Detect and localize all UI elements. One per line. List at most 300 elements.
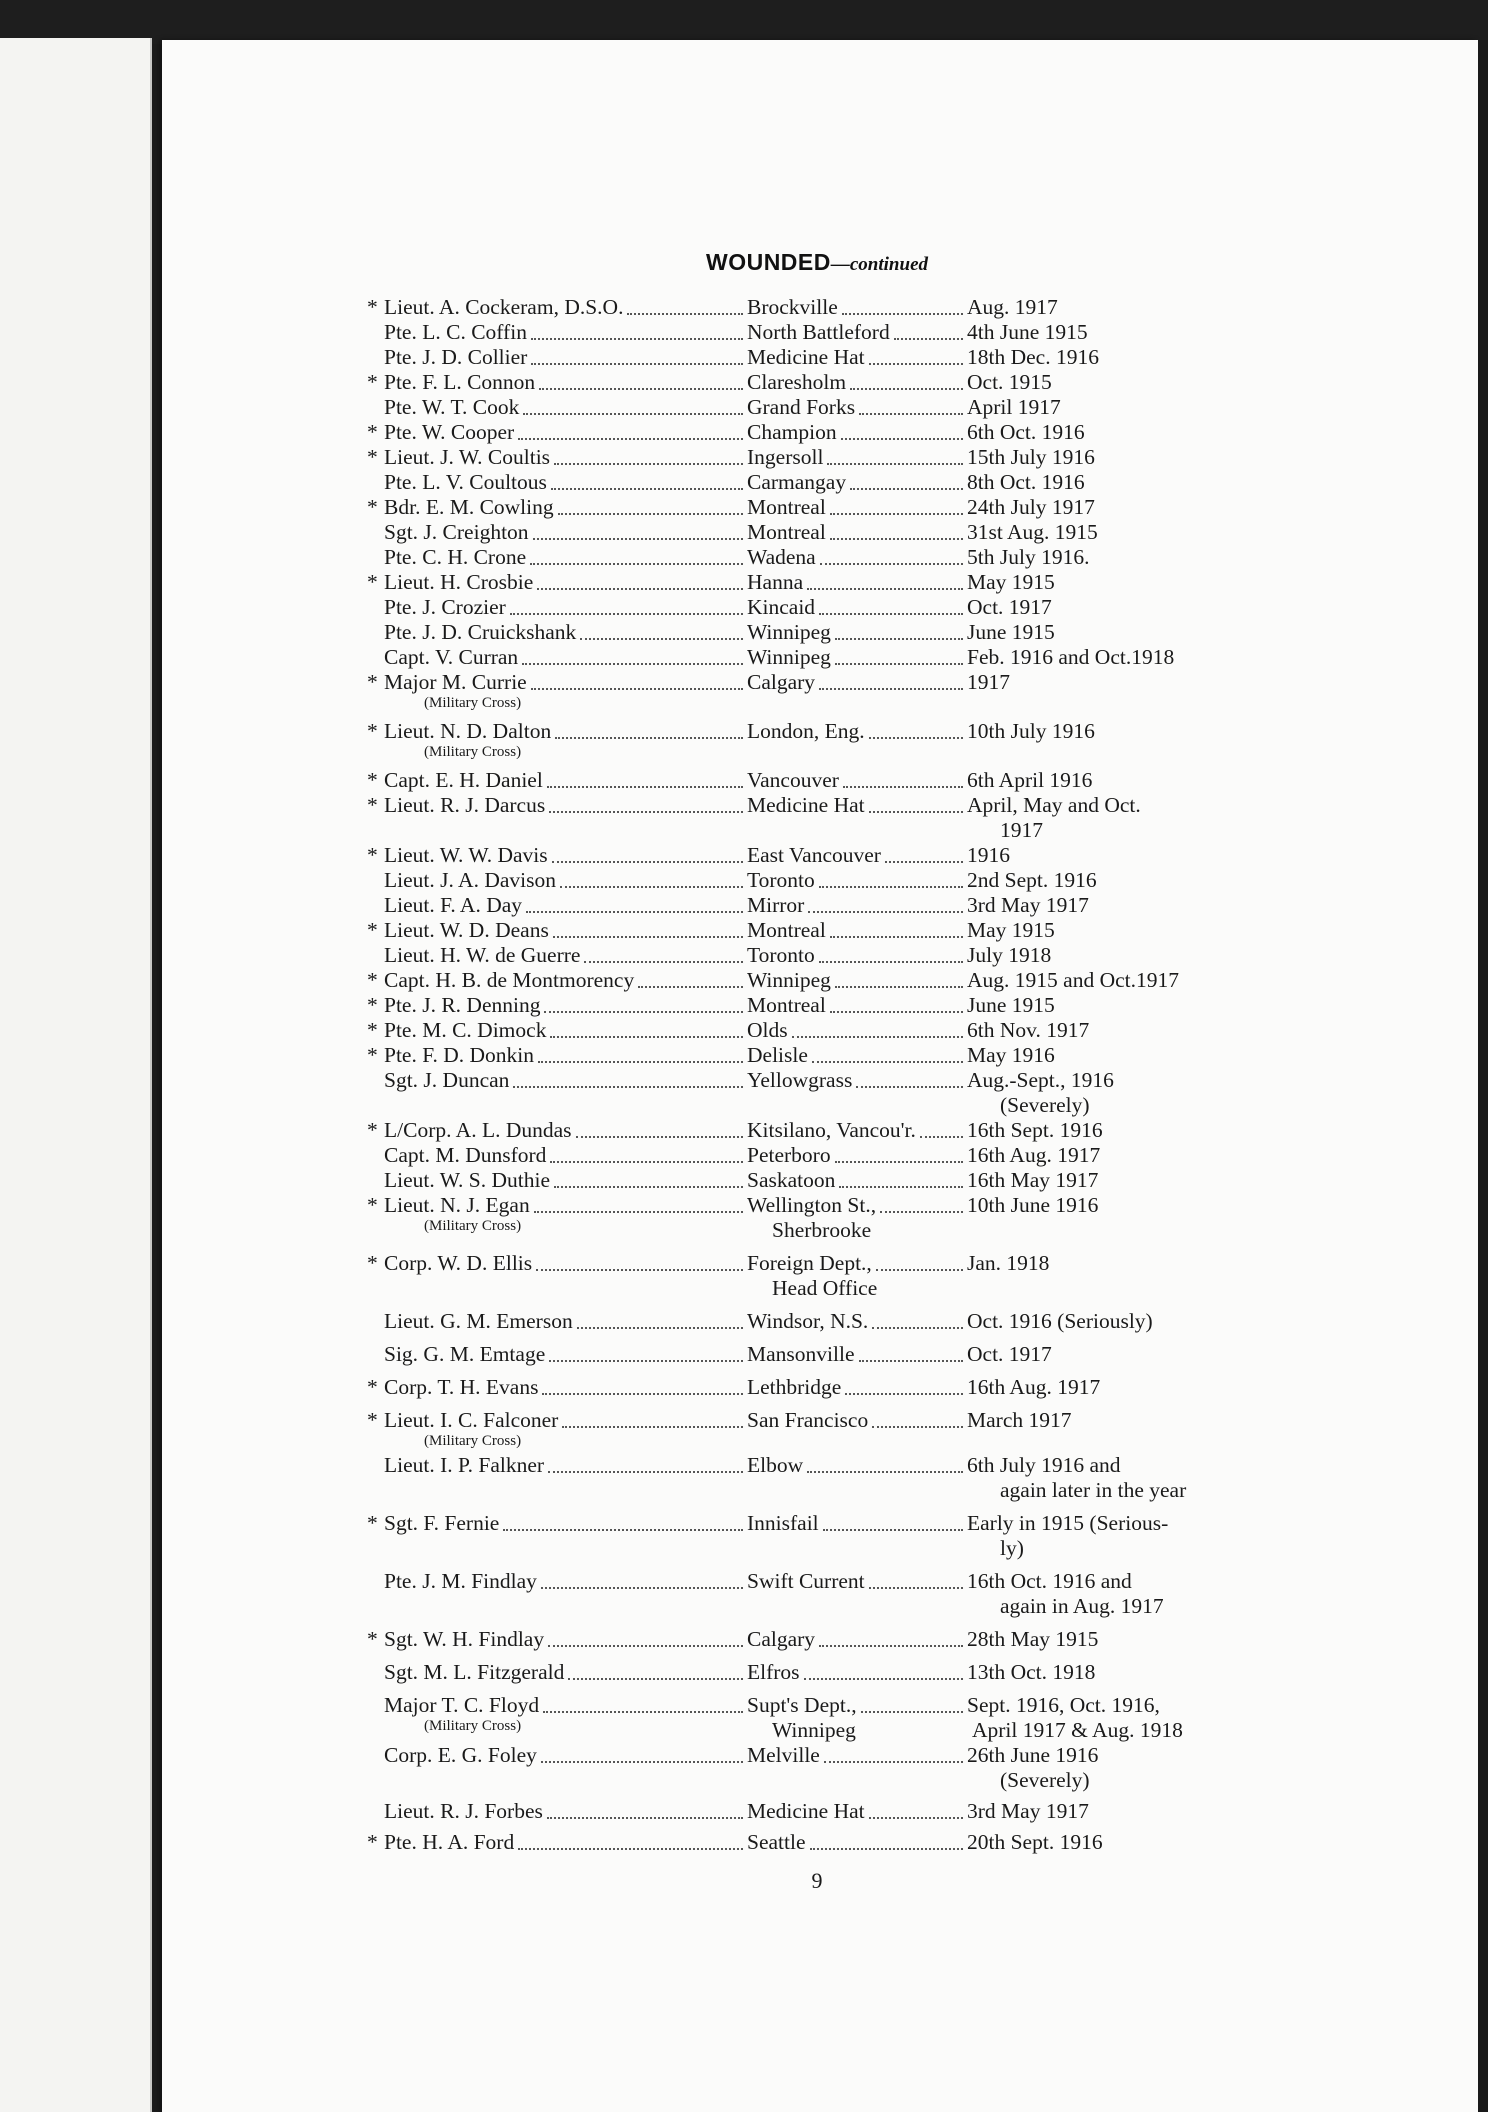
hometown: Winnipeg: [747, 645, 831, 669]
dot-leader: [830, 538, 963, 540]
date-continued: (Severely): [1000, 1768, 1090, 1792]
list-entry: [367, 868, 1477, 893]
date-wounded: 2nd Sept. 1916: [967, 868, 1097, 892]
dot-leader: [835, 1161, 963, 1163]
person-name: Sgt. W. H. Findlay: [384, 1627, 545, 1651]
dot-leader: [549, 1360, 743, 1362]
hometown: Lethbridge: [747, 1375, 842, 1399]
date-wounded: May 1916: [967, 1043, 1055, 1067]
hometown: Montreal: [747, 918, 826, 942]
dot-leader: [850, 488, 963, 490]
dot-leader: [835, 638, 963, 640]
date-wounded: Oct. 1915: [967, 370, 1052, 394]
dot-leader: [510, 613, 743, 615]
date-wounded: July 1918: [967, 943, 1052, 967]
hometown: London, Eng.: [747, 719, 865, 743]
person-name: Pte. J. M. Findlay: [384, 1569, 537, 1593]
asterisk-mark: *: [367, 295, 378, 319]
person-name: Pte. F. L. Connon: [384, 370, 536, 394]
asterisk-mark: *: [367, 993, 378, 1017]
list-entry: [367, 545, 1477, 570]
dot-leader: [513, 1086, 743, 1088]
hometown: Kincaid: [747, 595, 816, 619]
honour-note: (Military Cross): [424, 695, 522, 711]
hometown: Brockville: [747, 295, 838, 319]
dot-leader: [551, 488, 743, 490]
hometown: Vancouver: [747, 768, 839, 792]
date-wounded: 15th July 1916: [967, 445, 1095, 469]
asterisk-mark: *: [367, 968, 378, 992]
dot-leader: [894, 338, 963, 340]
person-name: Pte. F. D. Donkin: [384, 1043, 534, 1067]
asterisk-mark: *: [367, 370, 378, 394]
hometown: Innisfail: [747, 1511, 819, 1535]
dot-leader: [550, 1161, 743, 1163]
list-entry: [367, 719, 1477, 760]
dot-leader: [537, 588, 743, 590]
person-name: Lieut. W. D. Deans: [384, 918, 549, 942]
heading-main: WOUNDED: [705, 249, 831, 275]
dot-leader: [554, 463, 743, 465]
list-entry: [367, 1193, 1477, 1243]
person-name: Pte. J. R. Denning: [384, 993, 541, 1017]
list-entry: [367, 1168, 1477, 1193]
list-entry: [367, 1342, 1477, 1367]
dot-leader: [638, 986, 743, 988]
dot-leader: [920, 1136, 963, 1138]
asterisk-mark: *: [367, 768, 378, 792]
dot-leader: [872, 1426, 963, 1428]
hometown: Hanna: [747, 570, 804, 594]
hometown-continued: Sherbrooke: [772, 1218, 872, 1242]
hometown: Melville: [747, 1743, 820, 1767]
date-wounded: 16th May 1917: [967, 1168, 1099, 1192]
dot-leader: [523, 413, 743, 415]
dot-leader: [547, 1817, 743, 1819]
list-entry: [367, 768, 1477, 793]
date-continued: ly): [1000, 1536, 1024, 1560]
dot-leader: [819, 688, 963, 690]
person-name: Lieut. N. D. Dalton: [384, 719, 552, 743]
dot-leader: [531, 688, 743, 690]
hometown: Wellington St.,: [747, 1193, 877, 1217]
honour-note: (Military Cross): [424, 744, 522, 760]
hometown: Carmangay: [747, 470, 847, 494]
person-name: Sgt. J. Creighton: [384, 520, 529, 544]
hometown: Elfros: [747, 1660, 800, 1684]
date-wounded: 3rd May 1917: [967, 1799, 1089, 1823]
dot-leader: [543, 1711, 743, 1713]
hometown: Supt's Dept.,: [747, 1693, 857, 1717]
asterisk-mark: *: [367, 793, 378, 817]
list-entry: [367, 1143, 1477, 1168]
list-entry: [367, 1068, 1477, 1118]
asterisk-mark: *: [367, 495, 378, 519]
date-wounded: May 1915: [967, 570, 1055, 594]
dot-leader: [548, 1471, 743, 1473]
dot-leader: [541, 1587, 743, 1589]
dot-leader: [824, 1761, 963, 1763]
honour-note: (Military Cross): [424, 1433, 522, 1449]
casualty-list: [367, 295, 1477, 1855]
dot-leader: [819, 961, 963, 963]
dot-leader: [531, 338, 743, 340]
dot-leader: [819, 886, 963, 888]
dot-leader: [869, 363, 963, 365]
dot-leader: [554, 1186, 743, 1188]
person-name: Pte. W. Cooper: [384, 420, 515, 444]
list-entry: [367, 1511, 1477, 1561]
dot-leader: [536, 1269, 743, 1271]
list-entry: [367, 395, 1477, 420]
date-wounded: 20th Sept. 1916: [967, 1830, 1103, 1854]
date-wounded: April, May and Oct.: [967, 793, 1141, 817]
date-wounded: 8th Oct. 1916: [967, 470, 1085, 494]
dot-leader: [550, 1036, 743, 1038]
hometown: Peterboro: [747, 1143, 831, 1167]
hometown: Champion: [747, 420, 837, 444]
asterisk-mark: *: [367, 843, 378, 867]
dot-leader: [839, 1186, 963, 1188]
hometown: Swift Current: [747, 1569, 865, 1593]
person-name: Lieut. F. A. Day: [384, 893, 523, 917]
list-entry: [367, 495, 1477, 520]
document-page: [162, 40, 1478, 2112]
list-entry: [367, 1251, 1477, 1301]
date-wounded: 1917: [967, 670, 1010, 694]
dot-leader: [820, 563, 963, 565]
dot-leader: [558, 513, 743, 515]
asterisk-mark: *: [367, 670, 378, 694]
list-entry: [367, 470, 1477, 495]
list-entry: [367, 1018, 1477, 1043]
hometown: Medicine Hat: [747, 1799, 865, 1823]
dot-leader: [580, 638, 743, 640]
hometown: Saskatoon: [747, 1168, 836, 1192]
asterisk-mark: *: [367, 719, 378, 743]
date-continued: (Severely): [1000, 1093, 1090, 1117]
dot-leader: [819, 613, 963, 615]
person-name: Lieut. J. W. Coultis: [384, 445, 551, 469]
dot-leader: [842, 313, 963, 315]
date-wounded: 6th Nov. 1917: [967, 1018, 1090, 1042]
person-name: Pte. J. D. Collier: [384, 345, 528, 369]
date-continued: again in Aug. 1917: [1000, 1594, 1164, 1618]
hometown: Montreal: [747, 495, 826, 519]
list-entry: [367, 345, 1477, 370]
dot-leader: [830, 1011, 963, 1013]
hometown: Medicine Hat: [747, 793, 865, 817]
person-name: Lieut. J. A. Davison: [384, 868, 556, 892]
hometown: Elbow: [747, 1453, 804, 1477]
dot-leader: [856, 1086, 963, 1088]
list-entry: [367, 1660, 1477, 1685]
dot-leader: [562, 1426, 743, 1428]
date-wounded: 16th Aug. 1917: [967, 1143, 1101, 1167]
person-name: Capt. E. H. Daniel: [384, 768, 543, 792]
list-entry: [367, 893, 1477, 918]
dot-leader: [518, 1848, 743, 1850]
person-name: Corp. T. H. Evans: [384, 1375, 539, 1399]
hometown: Wadena: [747, 545, 816, 569]
dot-leader: [845, 1393, 963, 1395]
dot-leader: [539, 388, 743, 390]
asterisk-mark: *: [367, 1375, 378, 1399]
dot-leader: [807, 1471, 963, 1473]
heading-suffix: —continued: [830, 254, 928, 275]
date-wounded: 18th Dec. 1916: [967, 345, 1099, 369]
person-name: Lieut. W. S. Duthie: [384, 1168, 551, 1192]
person-name: Lieut. A. Cockeram, D.S.O.: [384, 295, 624, 319]
date-wounded: 6th Oct. 1916: [967, 420, 1085, 444]
list-entry: [367, 1309, 1477, 1334]
list-entry: [367, 1375, 1477, 1400]
asterisk-mark: *: [367, 445, 378, 469]
hometown: Ingersoll: [747, 445, 824, 469]
dot-leader: [627, 313, 743, 315]
list-entry: [367, 1453, 1477, 1503]
date-wounded: 10th June 1916: [967, 1193, 1099, 1217]
list-entry: [367, 595, 1477, 620]
scan-right-border: [1478, 40, 1488, 2112]
asterisk-mark: *: [367, 1018, 378, 1042]
person-name: Lieut. N. J. Egan: [384, 1193, 530, 1217]
list-entry: [367, 1799, 1477, 1824]
person-name: Capt. H. B. de Montmorency: [384, 968, 635, 992]
hometown: Medicine Hat: [747, 345, 865, 369]
date-wounded: 6th April 1916: [967, 768, 1093, 792]
dot-leader: [560, 886, 743, 888]
dot-leader: [534, 1211, 743, 1213]
dot-leader: [804, 1678, 963, 1680]
dot-leader: [859, 1360, 963, 1362]
dot-leader: [548, 1645, 743, 1647]
date-wounded: Oct. 1917: [967, 595, 1052, 619]
asterisk-mark: *: [367, 420, 378, 444]
list-entry: [367, 670, 1477, 711]
dot-leader: [835, 986, 963, 988]
hometown: Toronto: [747, 943, 815, 967]
page-heading: [162, 249, 1472, 276]
person-name: Lieut. G. M. Emerson: [384, 1309, 573, 1333]
date-wounded: Aug. 1915 and Oct.1917: [967, 968, 1179, 992]
person-name: Lieut. H. W. de Guerre: [384, 943, 581, 967]
hometown: Foreign Dept.,: [747, 1251, 872, 1275]
date-wounded: June 1915: [967, 993, 1055, 1017]
date-wounded: Aug.-Sept., 1916: [967, 1068, 1114, 1092]
date-wounded: March 1917: [967, 1408, 1072, 1432]
list-entry: [367, 445, 1477, 470]
list-entry: [367, 570, 1477, 595]
hometown: Grand Forks: [747, 395, 856, 419]
person-name: Lieut. I. C. Falconer: [384, 1408, 559, 1432]
dot-leader: [522, 663, 743, 665]
list-entry: [367, 1693, 1477, 1743]
dot-leader: [835, 663, 963, 665]
list-entry: [367, 520, 1477, 545]
dot-leader: [542, 1393, 743, 1395]
hometown: Olds: [747, 1018, 788, 1042]
hometown: North Battleford: [747, 320, 890, 344]
person-name: L/Corp. A. L. Dundas: [384, 1118, 572, 1142]
person-name: Capt. M. Dunsford: [384, 1143, 547, 1167]
list-entry: [367, 1830, 1477, 1855]
honour-note: (Military Cross): [424, 1218, 522, 1234]
date-wounded: June 1915: [967, 620, 1055, 644]
person-name: Pte. C. H. Crone: [384, 545, 527, 569]
hometown: Winnipeg: [747, 620, 831, 644]
date-wounded: 1916: [967, 843, 1010, 867]
person-name: Lieut. R. J. Forbes: [384, 1799, 543, 1823]
list-entry: [367, 295, 1477, 320]
dot-leader: [538, 1061, 743, 1063]
date-continued: April 1917 & Aug. 1918: [972, 1718, 1183, 1742]
date-wounded: 6th July 1916 and: [967, 1453, 1121, 1477]
dot-leader: [830, 936, 963, 938]
dot-leader: [869, 1587, 963, 1589]
dot-leader: [872, 1327, 963, 1329]
date-wounded: 16th Aug. 1917: [967, 1375, 1101, 1399]
dot-leader: [518, 438, 743, 440]
asterisk-mark: *: [367, 1408, 378, 1432]
date-wounded: 5th July 1916.: [967, 545, 1090, 569]
dot-leader: [885, 861, 963, 863]
person-name: Major T. C. Floyd: [384, 1693, 540, 1717]
dot-leader: [530, 563, 743, 565]
dot-leader: [869, 811, 963, 813]
person-name: Sgt. F. Fernie: [384, 1511, 500, 1535]
dot-leader: [503, 1529, 743, 1531]
hometown: Claresholm: [747, 370, 847, 394]
asterisk-mark: *: [367, 1251, 378, 1275]
date-wounded: 4th June 1915: [967, 320, 1088, 344]
person-name: Lieut. R. J. Darcus: [384, 793, 546, 817]
date-wounded: 16th Sept. 1916: [967, 1118, 1103, 1142]
person-name: Sgt. J. Duncan: [384, 1068, 510, 1092]
asterisk-mark: *: [367, 918, 378, 942]
date-wounded: May 1915: [967, 918, 1055, 942]
date-wounded: 24th July 1917: [967, 495, 1095, 519]
dot-leader: [827, 463, 963, 465]
dot-leader: [555, 737, 743, 739]
date-continued: again later in the year: [1000, 1478, 1187, 1502]
hometown: Kitsilano, Vancou'r.: [747, 1118, 916, 1142]
dot-leader: [823, 1529, 963, 1531]
list-entry: [367, 843, 1477, 868]
list-entry: [367, 918, 1477, 943]
asterisk-mark: *: [367, 1193, 378, 1217]
hometown: San Francisco: [747, 1408, 869, 1432]
dot-leader: [807, 588, 963, 590]
list-entry: [367, 1569, 1477, 1619]
person-name: Pte. H. A. Ford: [384, 1830, 515, 1854]
dot-leader: [830, 513, 963, 515]
person-name: Corp. E. G. Foley: [384, 1743, 537, 1767]
date-wounded: 3rd May 1917: [967, 893, 1089, 917]
dot-leader: [861, 1711, 963, 1713]
hometown: Montreal: [747, 520, 826, 544]
dot-leader: [808, 911, 963, 913]
person-name: Pte. W. T. Cook: [384, 395, 520, 419]
person-name: Bdr. E. M. Cowling: [384, 495, 554, 519]
hometown-continued: Head Office: [772, 1276, 878, 1300]
dot-leader: [819, 1645, 963, 1647]
dot-leader: [812, 1061, 963, 1063]
hometown: Seattle: [747, 1830, 806, 1854]
date-wounded: Oct. 1916 (Seriously): [967, 1309, 1153, 1333]
dot-leader: [880, 1211, 963, 1213]
facing-page-edge: [0, 38, 152, 2112]
person-name: Sig. G. M. Emtage: [384, 1342, 546, 1366]
dot-leader: [869, 737, 963, 739]
hometown: Calgary: [747, 670, 816, 694]
asterisk-mark: *: [367, 1830, 378, 1854]
date-wounded: Sept. 1916, Oct. 1916,: [967, 1693, 1160, 1717]
list-entry: [367, 645, 1477, 670]
list-entry: [367, 320, 1477, 345]
list-entry: [367, 968, 1477, 993]
date-continued: 1917: [1000, 818, 1043, 842]
person-name: Pte. J. Crozier: [384, 595, 506, 619]
person-name: Pte. L. C. Coffin: [384, 320, 527, 344]
person-name: Pte. M. C. Dimock: [384, 1018, 547, 1042]
list-entry: [367, 1408, 1477, 1449]
list-entry: [367, 620, 1477, 645]
hometown: Mansonville: [747, 1342, 855, 1366]
list-entry: [367, 1043, 1477, 1068]
person-name: Capt. V. Curran: [384, 645, 519, 669]
dot-leader: [584, 961, 743, 963]
asterisk-mark: *: [367, 1511, 378, 1535]
dot-leader: [841, 438, 963, 440]
dot-leader: [859, 413, 963, 415]
dot-leader: [843, 786, 963, 788]
date-wounded: Early in 1915 (Serious-: [967, 1511, 1169, 1535]
date-wounded: 13th Oct. 1918: [967, 1660, 1096, 1684]
list-entry: [367, 420, 1477, 445]
hometown: Montreal: [747, 993, 826, 1017]
page-number: 9: [811, 1868, 823, 1893]
dot-leader: [526, 911, 743, 913]
date-wounded: 26th June 1916: [967, 1743, 1099, 1767]
dot-leader: [547, 786, 743, 788]
dot-leader: [568, 1678, 743, 1680]
dot-leader: [576, 1136, 743, 1138]
hometown: Calgary: [747, 1627, 816, 1651]
date-wounded: Jan. 1918: [967, 1251, 1050, 1275]
asterisk-mark: *: [367, 1118, 378, 1142]
hometown-continued: Winnipeg: [772, 1718, 856, 1742]
date-wounded: Oct. 1917: [967, 1342, 1052, 1366]
person-name: Pte. L. V. Coultous: [384, 470, 547, 494]
hometown: Mirror: [747, 893, 805, 917]
list-entry: [367, 793, 1477, 843]
date-wounded: 10th July 1916: [967, 719, 1095, 743]
person-name: Major M. Currie: [384, 670, 527, 694]
dot-leader: [810, 1848, 963, 1850]
list-entry: [367, 943, 1477, 968]
hometown: Yellowgrass: [747, 1068, 853, 1092]
dot-leader: [876, 1269, 963, 1271]
person-name: Lieut. I. P. Falkner: [384, 1453, 545, 1477]
list-entry: [367, 993, 1477, 1018]
dot-leader: [850, 388, 963, 390]
dot-leader: [533, 538, 743, 540]
list-entry: [367, 1118, 1477, 1143]
dot-leader: [869, 1817, 963, 1819]
person-name: Sgt. M. L. Fitzgerald: [384, 1660, 565, 1684]
person-name: Lieut. W. W. Davis: [384, 843, 548, 867]
